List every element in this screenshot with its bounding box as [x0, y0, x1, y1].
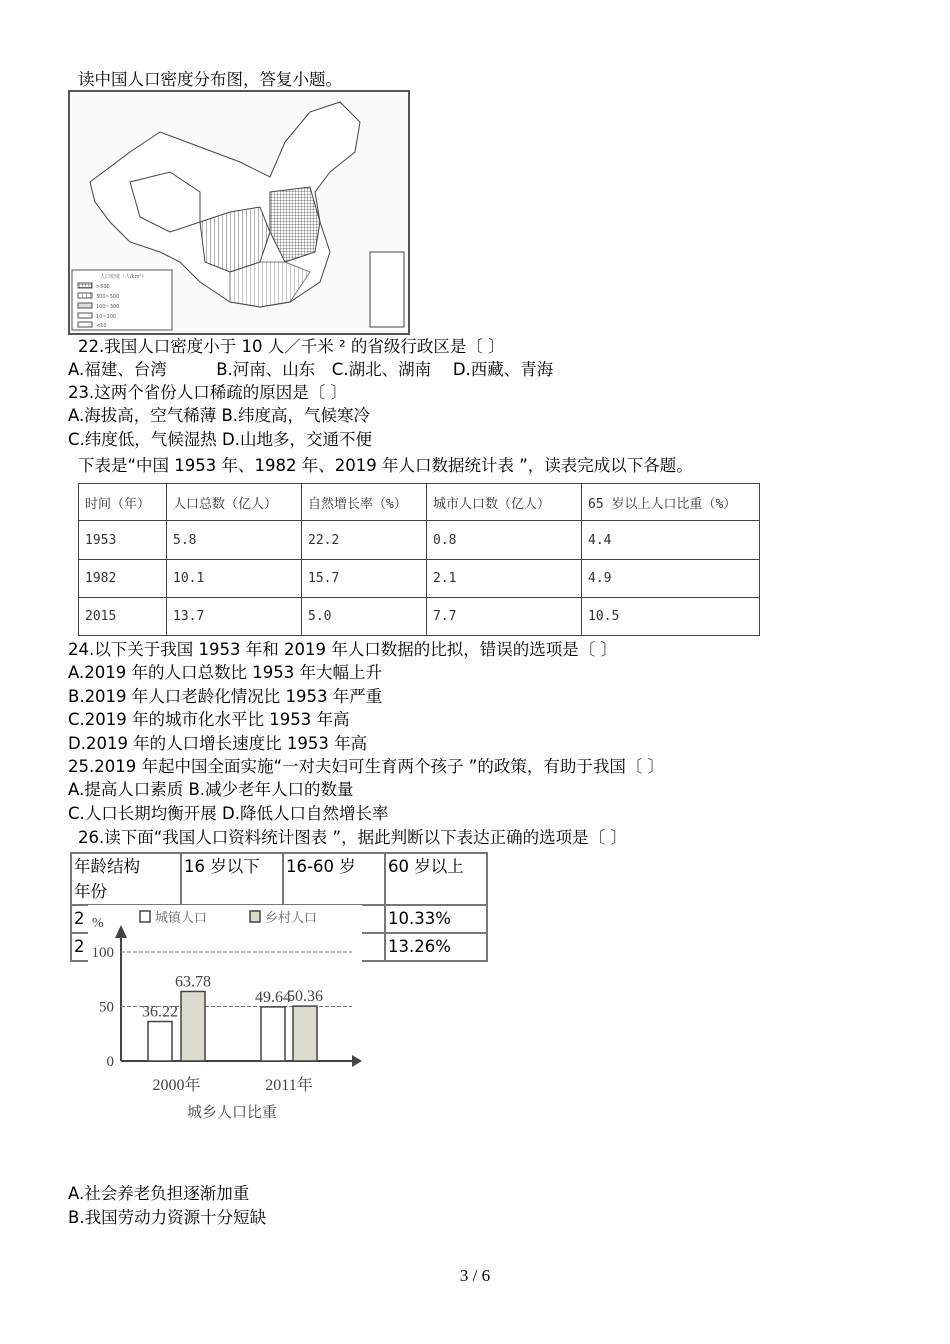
data-label: 49.64: [255, 988, 291, 1006]
header-cell: 时间（年）: [79, 484, 167, 521]
legend-swatch: [140, 911, 150, 922]
cell: 4.9: [582, 560, 760, 598]
legend-title: 人口密度（人/km²）: [100, 274, 147, 280]
china-population-density-map: [68, 90, 410, 335]
header-cell: 16 岁以下: [181, 853, 283, 905]
cell: 4.4: [582, 521, 760, 560]
legend-label: 乡村人口: [265, 910, 318, 925]
q26-stem: 26.读下面“我国人口资料统计图表 ”，据此判断以下表达正确的选项是〔 〕: [78, 828, 627, 847]
chart-plot-area: [92, 910, 363, 1121]
table-intro: 下表是“中国 1953 年、1982 年、2019 年人口数据统计表 ”，读表完成以下各题。: [78, 456, 693, 475]
y-tick-label: 0: [106, 1054, 114, 1070]
legend-item: <10: [96, 323, 107, 329]
legend-item: 300~500: [96, 294, 120, 300]
cell: 2: [71, 905, 181, 933]
table-row: [79, 560, 760, 598]
legend-swatch: [250, 911, 260, 922]
chart-title: 城乡人口比重: [186, 1105, 278, 1121]
urban-rural-chart: [88, 905, 362, 1127]
x-axis-arrow: [352, 1055, 362, 1067]
header-cell: 城市人口数（亿人）: [427, 484, 582, 521]
q26-option: A.社会养老负担逐渐加重: [68, 1184, 250, 1203]
y-axis-arrow: [115, 925, 127, 938]
population-table: [78, 483, 760, 636]
legend-item: 10~100: [96, 314, 117, 320]
table-row: [79, 598, 760, 636]
bar: [261, 1007, 285, 1061]
header-cell: [71, 853, 181, 905]
cell: 2: [71, 933, 181, 961]
cell: 10.5: [582, 598, 760, 636]
q26-option: B.我国劳动力资源十分短缺: [68, 1208, 267, 1227]
header-cell: 自然增长率（%）: [302, 484, 427, 521]
q23-options-2: C.纬度低，气候湿热 D.山地多，交通不便: [68, 430, 372, 449]
q24-option: C.2019 年的城市化水平比 1953 年高: [68, 710, 350, 729]
q25-stem: 25.2019 年起中国全面实施“一对夫妇可生育两个孩子 ”的政策，有助于我国〔 〕: [68, 757, 665, 776]
q22-options: A.福建、台湾 B.河南、山东 C.湖北、湖南 D.西藏、青海: [68, 360, 554, 379]
cell: 1953: [79, 521, 167, 560]
x-tick-label: 2011年: [265, 1077, 313, 1094]
header-cell: 65 岁以上人口比重（%）: [582, 484, 760, 521]
legend-item: 100~300: [96, 304, 120, 310]
legend-label: 城镇人口: [155, 910, 208, 925]
cell: 7.7: [427, 598, 582, 636]
table-row: [79, 521, 760, 560]
q22-stem: 22.我国人口密度小于 10 人／千米 ² 的省级行政区是〔 〕: [78, 337, 505, 356]
cell: 2.1: [427, 560, 582, 598]
page-number: 3 / 6: [459, 1266, 491, 1285]
header-cell: 60 岁以上: [385, 853, 487, 905]
cell: 5.8: [167, 521, 302, 560]
y-axis-label: %: [92, 916, 104, 931]
q24-option: B.2019 年人口老龄化情况比 1953 年严重: [68, 687, 383, 706]
cell: 1982: [79, 560, 167, 598]
y-tick-label: 50: [99, 999, 114, 1016]
header-label: 年份: [74, 882, 107, 901]
data-label: 63.78: [175, 973, 211, 991]
map-graphic: [70, 92, 408, 333]
q24-stem: 24.以下关于我国 1953 年和 2019 年人口数据的比拟，错误的选项是〔 〕: [68, 640, 617, 659]
header-label: 年龄结构: [74, 857, 140, 876]
cell: 2015: [79, 598, 167, 636]
q24-option: A.2019 年的人口总数比 1953 年大幅上升: [68, 663, 382, 682]
table-header-row: [71, 853, 487, 905]
q23-stem: 23.这两个省份人口稀疏的原因是〔 〕: [68, 383, 347, 402]
table-header-row: [79, 484, 760, 521]
header-cell: 人口总数（亿人）: [167, 484, 302, 521]
cell: 15.7: [302, 560, 427, 598]
q25-options-1: A.提高人口素质 B.减少老年人口的数量: [68, 780, 354, 799]
cell: 22.2: [302, 521, 427, 560]
q23-options-1: A.海拔高，空气稀薄 B.纬度高，气候寒冷: [68, 406, 371, 425]
cell: 0.8: [427, 521, 582, 560]
header-cell: 16-60 岁: [283, 853, 385, 905]
x-tick-label: 2000年: [152, 1077, 201, 1094]
cell: 10.33%: [385, 905, 487, 933]
q25-options-2: C.人口长期均衡开展 D.降低人口自然增长率: [68, 804, 389, 823]
bar: [148, 1022, 172, 1061]
cell: 10.1: [167, 560, 302, 598]
data-label: 36.22: [142, 1003, 178, 1021]
q24-option: D.2019 年的人口增长速度比 1953 年高: [68, 734, 368, 753]
bar: [181, 991, 205, 1061]
cell: 13.7: [167, 598, 302, 636]
cell: 5.0: [302, 598, 427, 636]
legend-item: >500: [96, 284, 110, 290]
map-intro: 读中国人口密度分布图，答复小题。: [78, 70, 342, 89]
cell: 13.26%: [385, 933, 487, 961]
y-tick-label: 100: [91, 945, 114, 961]
bar: [293, 1006, 317, 1061]
data-label: 50.36: [287, 988, 323, 1006]
